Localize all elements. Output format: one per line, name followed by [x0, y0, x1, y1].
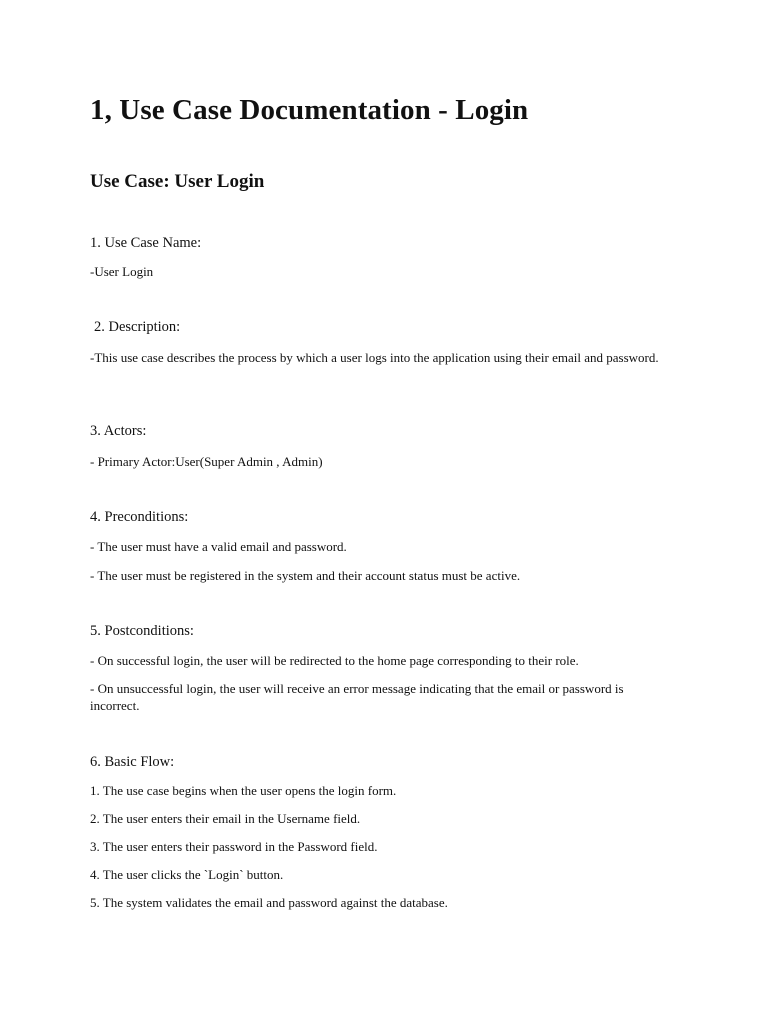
document-title: 1, Use Case Documentation - Login — [90, 94, 529, 126]
section-preconditions-heading: 4. Preconditions: — [90, 509, 189, 525]
basic-flow-step-1: 1. The use case begins when the user opens the login form. — [90, 783, 397, 798]
section-description-heading: 2. Description: — [94, 319, 181, 335]
basic-flow-step-5: 5. The system validates the email and password against the database. — [90, 895, 448, 910]
section-postconditions-heading: 5. Postconditions: — [90, 623, 194, 639]
section-actors-line: - Primary Actor:User(Super Admin , Admin) — [90, 454, 323, 469]
basic-flow-step-3: 3. The user enters their password in the Password field. — [90, 839, 378, 854]
section-preconditions-line-2: - The user must be registered in the system and their account status must be active. — [90, 568, 521, 583]
section-postconditions-line-1: - On successful login, the user will be redirected to the home page corresponding to their role. — [90, 653, 579, 668]
section-postconditions-line-2: - On unsuccessful login, the user will receive an error message indicating that the email or password is incorrect. — [90, 681, 624, 713]
use-case-subtitle: Use Case: User Login — [90, 171, 265, 192]
basic-flow-step-4: 4. The user clicks the `Login` button. — [90, 867, 284, 882]
basic-flow-step-2: 2. The user enters their email in the Username field. — [90, 811, 361, 826]
section-description-line: -This use case describes the process by which a user logs into the application using their email and password. — [90, 350, 659, 365]
section-name-line: -User Login — [90, 264, 154, 279]
section-actors-heading: 3. Actors: — [90, 423, 147, 439]
section-name-heading: 1. Use Case Name: — [90, 235, 202, 251]
section-preconditions-line-1: - The user must have a valid email and password. — [90, 539, 347, 554]
section-basic-flow-heading: 6. Basic Flow: — [90, 754, 175, 770]
